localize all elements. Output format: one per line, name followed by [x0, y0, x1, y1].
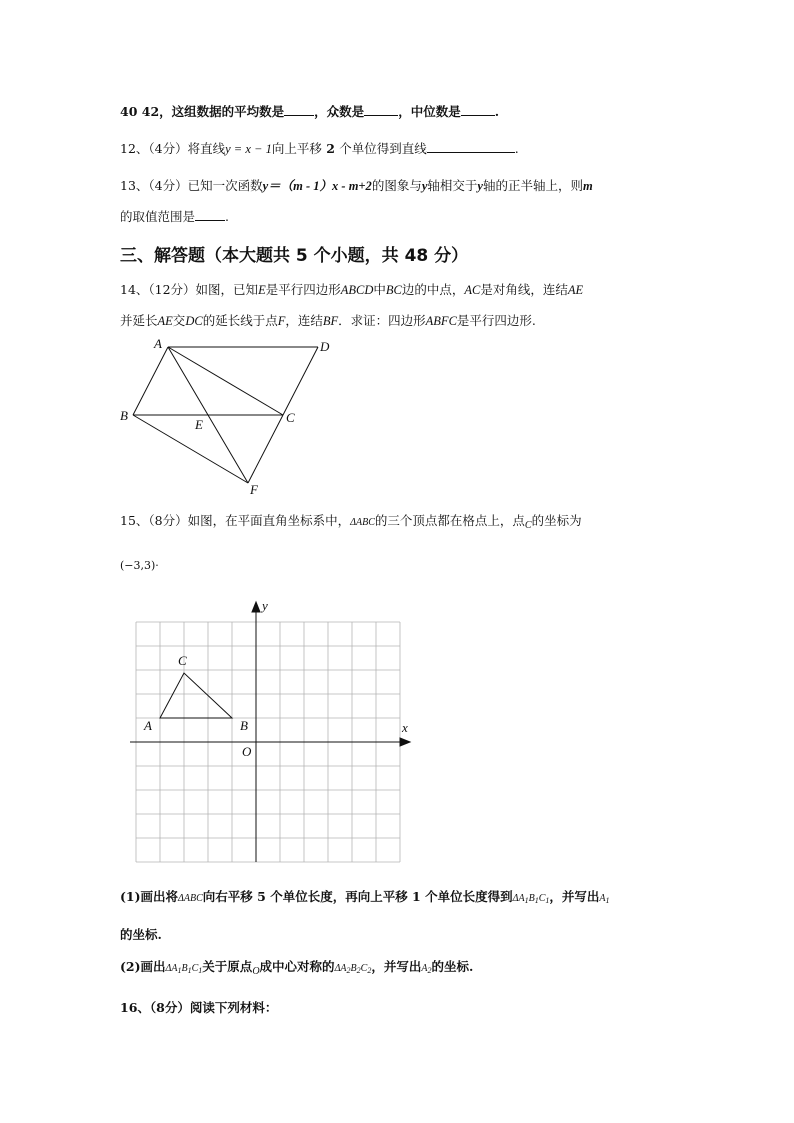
segment-DC — [283, 347, 318, 415]
label-D: D — [320, 339, 330, 354]
label-E: E — [195, 417, 203, 432]
parallelogram-figure — [110, 336, 350, 501]
answer-blank-q12 — [427, 140, 515, 153]
q12-suffix: 个单位得到直线 — [339, 141, 427, 156]
q11-text-mode: ，众数是 — [314, 104, 365, 119]
q14-ABCD: ABCD — [340, 283, 374, 297]
q14-intro: 14、（12分）如图，已知 — [120, 282, 259, 297]
q13-mid3: 轴的正半轴上，则 — [482, 178, 583, 193]
q14-BF: BF — [322, 314, 339, 328]
q14-line1 — [120, 281, 583, 299]
coordinate-grid — [120, 596, 420, 866]
q15-part1-triangle1: $\Delta A_1B_1C_1$ — [512, 893, 550, 905]
q15-part1-triangle: ΔABC — [178, 893, 203, 904]
q15-part1b: 向右平移 5 个单位长度，再向上平移 1 个单位长度得到 — [202, 889, 513, 904]
q15-part1d: 的坐标. — [120, 927, 162, 942]
q13-mid: 的图象与 — [371, 178, 422, 193]
q14-t1: 是平行四边形 — [265, 282, 341, 297]
label-C: C — [286, 410, 295, 425]
grid-label-C: C — [178, 653, 187, 668]
q15-part2-triangle1: $\Delta A_1B_1C_1$ — [165, 963, 203, 975]
q14-ABFC: ABFC — [425, 314, 457, 328]
q15-part1-A1: $A_1$ — [599, 893, 610, 905]
q13-prefix: 13、（4分）已知一次函数 — [120, 178, 263, 193]
label-F: F — [250, 482, 258, 497]
q16-text: 16、（8分）阅读下列材料： — [120, 1000, 278, 1015]
q15-part1-line2 — [120, 926, 162, 944]
q15-part2a: (2)画出 — [120, 959, 166, 974]
q11-tail-line — [120, 103, 499, 121]
q14-line2 — [120, 312, 536, 330]
q13-line1 — [120, 177, 593, 195]
label-A: A — [154, 336, 162, 351]
q15-intro: 15、（8分）如图，在平面直角坐标系中， — [120, 513, 351, 528]
q13-end: . — [225, 209, 229, 224]
q15-part2-line — [120, 958, 473, 981]
q15-coord: (−3,3)· — [120, 559, 159, 572]
q12-num: 2 — [326, 141, 335, 156]
q13-range-text: 的取值范围是 — [120, 209, 196, 224]
q12-line — [120, 140, 519, 158]
label-B: B — [120, 408, 128, 423]
q14-line2a: 并延长 — [120, 313, 158, 328]
answer-blank-mode — [364, 103, 398, 116]
q12-equation: y = x − 1 — [225, 142, 272, 156]
q15-line1 — [120, 512, 582, 535]
q14-line2e: ．求证：四边形 — [338, 313, 426, 328]
triangle-ABC — [160, 673, 232, 718]
q14-line2b: 交 — [172, 313, 186, 328]
origin-label: O — [242, 744, 252, 759]
q13-y2: y — [477, 179, 483, 193]
q15-part2-triangle2: $\Delta A_2B_2C_2$ — [334, 963, 372, 975]
q14-E: E — [258, 283, 266, 297]
q13-y1: y — [421, 179, 428, 193]
x-axis-arrow — [400, 738, 410, 746]
q11-text-median: ，中位数是 — [398, 104, 461, 119]
q15-part2b: 关于原点 — [202, 959, 253, 974]
q15-point-C: C — [524, 520, 532, 531]
section-title: 三、解答题（本大题共 5 个小题，共 48 分） — [120, 246, 469, 266]
grid-label-A: A — [144, 718, 152, 733]
q14-DC: DC — [185, 314, 203, 328]
q15-coord-line — [120, 557, 159, 575]
q15-line1c: 的坐标为 — [531, 513, 582, 528]
q12-middle: 向上平移 — [271, 141, 322, 156]
answer-blank-mean — [284, 103, 314, 116]
grid-label-B: B — [240, 718, 248, 733]
answer-blank-median — [461, 103, 495, 116]
q14-t4: 是对角线，连结 — [480, 282, 568, 297]
q15-part1-tri1-text: ΔA — [512, 893, 525, 904]
y-axis-arrow — [252, 602, 260, 612]
q15-part2d: ，并写出 — [371, 959, 422, 974]
q14-BC: BC — [385, 283, 402, 297]
q12-end: . — [514, 141, 519, 156]
q15-part2-A2-text: A — [421, 963, 428, 974]
segment-BF — [133, 415, 248, 483]
q15-part1-A1-text: A — [599, 893, 606, 904]
q15-part2c: 成中心对称的 — [259, 959, 335, 974]
q15-part2-tri2-text: ΔA — [334, 963, 347, 974]
q13-function: y＝（m - 1）x - m+2 — [262, 179, 372, 193]
axis-label-y: y — [262, 598, 268, 613]
q11-end: . — [494, 104, 500, 119]
q14-t3: 边的中点， — [401, 282, 465, 297]
q11-nums: 40 42， — [120, 104, 172, 119]
q13-m: m — [582, 179, 593, 193]
q11-text-mean: 这组数据的平均数是 — [171, 104, 285, 119]
q14-line2c: 的延长线于点 — [202, 313, 278, 328]
q15-part1a: (1)画出将 — [120, 889, 179, 904]
q15-part2-O: O — [252, 966, 260, 977]
q15-part2-A2: $A_2$ — [421, 963, 432, 975]
q14-F: F — [277, 314, 286, 328]
q13-line2 — [120, 208, 229, 226]
segment-AC — [168, 347, 283, 415]
q15-line1b: 的三个顶点都在格点上，点 — [374, 513, 525, 528]
q14-line2d: ，连结 — [285, 313, 323, 328]
q15-part1c: ，并写出 — [549, 889, 600, 904]
q15-triangle: ΔABC — [350, 517, 375, 528]
segment-CF — [248, 415, 283, 483]
axis-label-x: x — [402, 720, 408, 735]
q14-AE: AE — [567, 283, 584, 297]
q15-part1-line1 — [120, 888, 610, 910]
q15-part2-tri1-text: ΔA — [165, 963, 178, 974]
q14-t2: 中 — [373, 282, 386, 297]
segment-AB — [133, 347, 168, 415]
q15-part2e: 的坐标. — [431, 959, 474, 974]
q16-line — [120, 999, 277, 1017]
q13-mid2: 轴相交于 — [427, 178, 478, 193]
q14-AC: AC — [464, 283, 481, 297]
q14-line2f: 是平行四边形. — [456, 313, 536, 328]
q14-AE2: AE — [157, 314, 173, 328]
answer-blank-q13 — [195, 208, 225, 221]
q12-prefix: 12、（4分）将直线 — [120, 141, 226, 156]
